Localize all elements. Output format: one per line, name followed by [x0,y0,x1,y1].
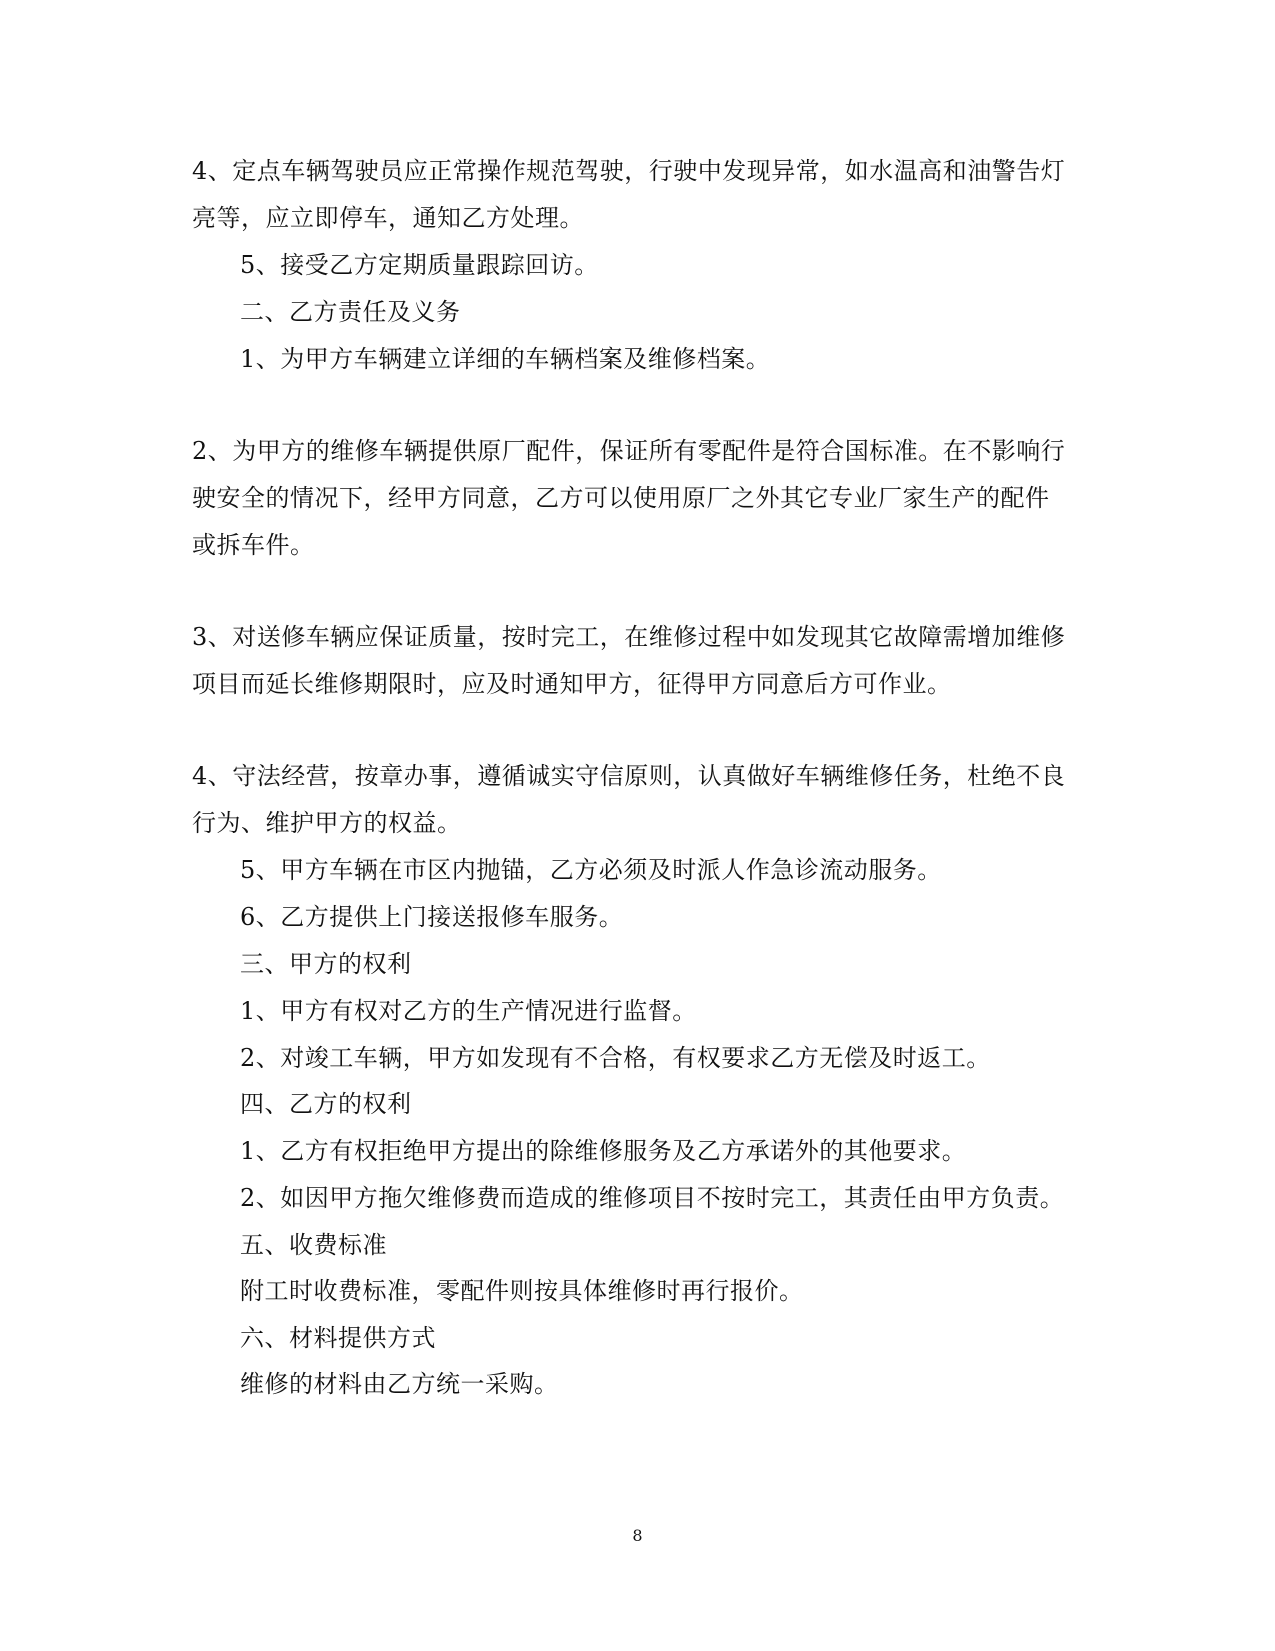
text-line: 项目而延长维修期限时，应及时通知甲方，征得甲方同意后方可作业。 [192,670,952,698]
text-line: 附工时收费标准，零配件则按具体维修时再行报价。 [240,1277,804,1305]
text-line: 4、守法经营，按章办事，遵循诚实守信原则，认真做好车辆维修任务，杜绝不良 [192,762,1066,790]
text-line: 2、如因甲方拖欠维修费而造成的维修项目不按时完工，其责任由甲方负责。 [240,1184,1065,1212]
text-line: 1、为甲方车辆建立详细的车辆档案及维修档案。 [240,345,771,373]
text-line: 2、为甲方的维修车辆提供原厂配件，保证所有零配件是符合国标准。在不影响行 [192,437,1066,465]
text-line: 行为、维护甲方的权益。 [192,809,462,837]
section-heading: 五、收费标准 [240,1231,387,1259]
section-heading: 六、材料提供方式 [240,1324,436,1352]
section-heading: 四、乙方的权利 [240,1090,412,1118]
text-line: 驶安全的情况下，经甲方同意，乙方可以使用原厂之外其它专业厂家生产的配件 [192,484,1050,512]
text-line: 5、甲方车辆在市区内抛锚，乙方必须及时派人作急诊流动服务。 [240,856,942,884]
text-line: 2、对竣工车辆，甲方如发现有不合格，有权要求乙方无偿及时返工。 [240,1044,991,1072]
text-line: 6、乙方提供上门接送报修车服务。 [240,903,624,931]
text-line: 维修的材料由乙方统一采购。 [240,1370,559,1398]
text-line: 5、接受乙方定期质量跟踪回访。 [240,251,599,279]
text-line: 亮等，应立即停车，通知乙方处理。 [192,204,584,232]
section-heading: 三、甲方的权利 [240,950,412,978]
text-line: 1、乙方有权拒绝甲方提出的除维修服务及乙方承诺外的其他要求。 [240,1137,967,1165]
section-heading: 二、乙方责任及义务 [240,298,461,326]
text-line: 1、甲方有权对乙方的生产情况进行监督。 [240,997,697,1025]
text-line: 4、定点车辆驾驶员应正常操作规范驾驶，行驶中发现异常，如水温高和油警告灯 [192,157,1066,185]
text-line: 3、对送修车辆应保证质量，按时完工，在维修过程中如发现其它故障需增加维修 [192,623,1066,651]
page-number: 8 [632,1526,643,1545]
text-line: 或拆车件。 [192,531,315,559]
